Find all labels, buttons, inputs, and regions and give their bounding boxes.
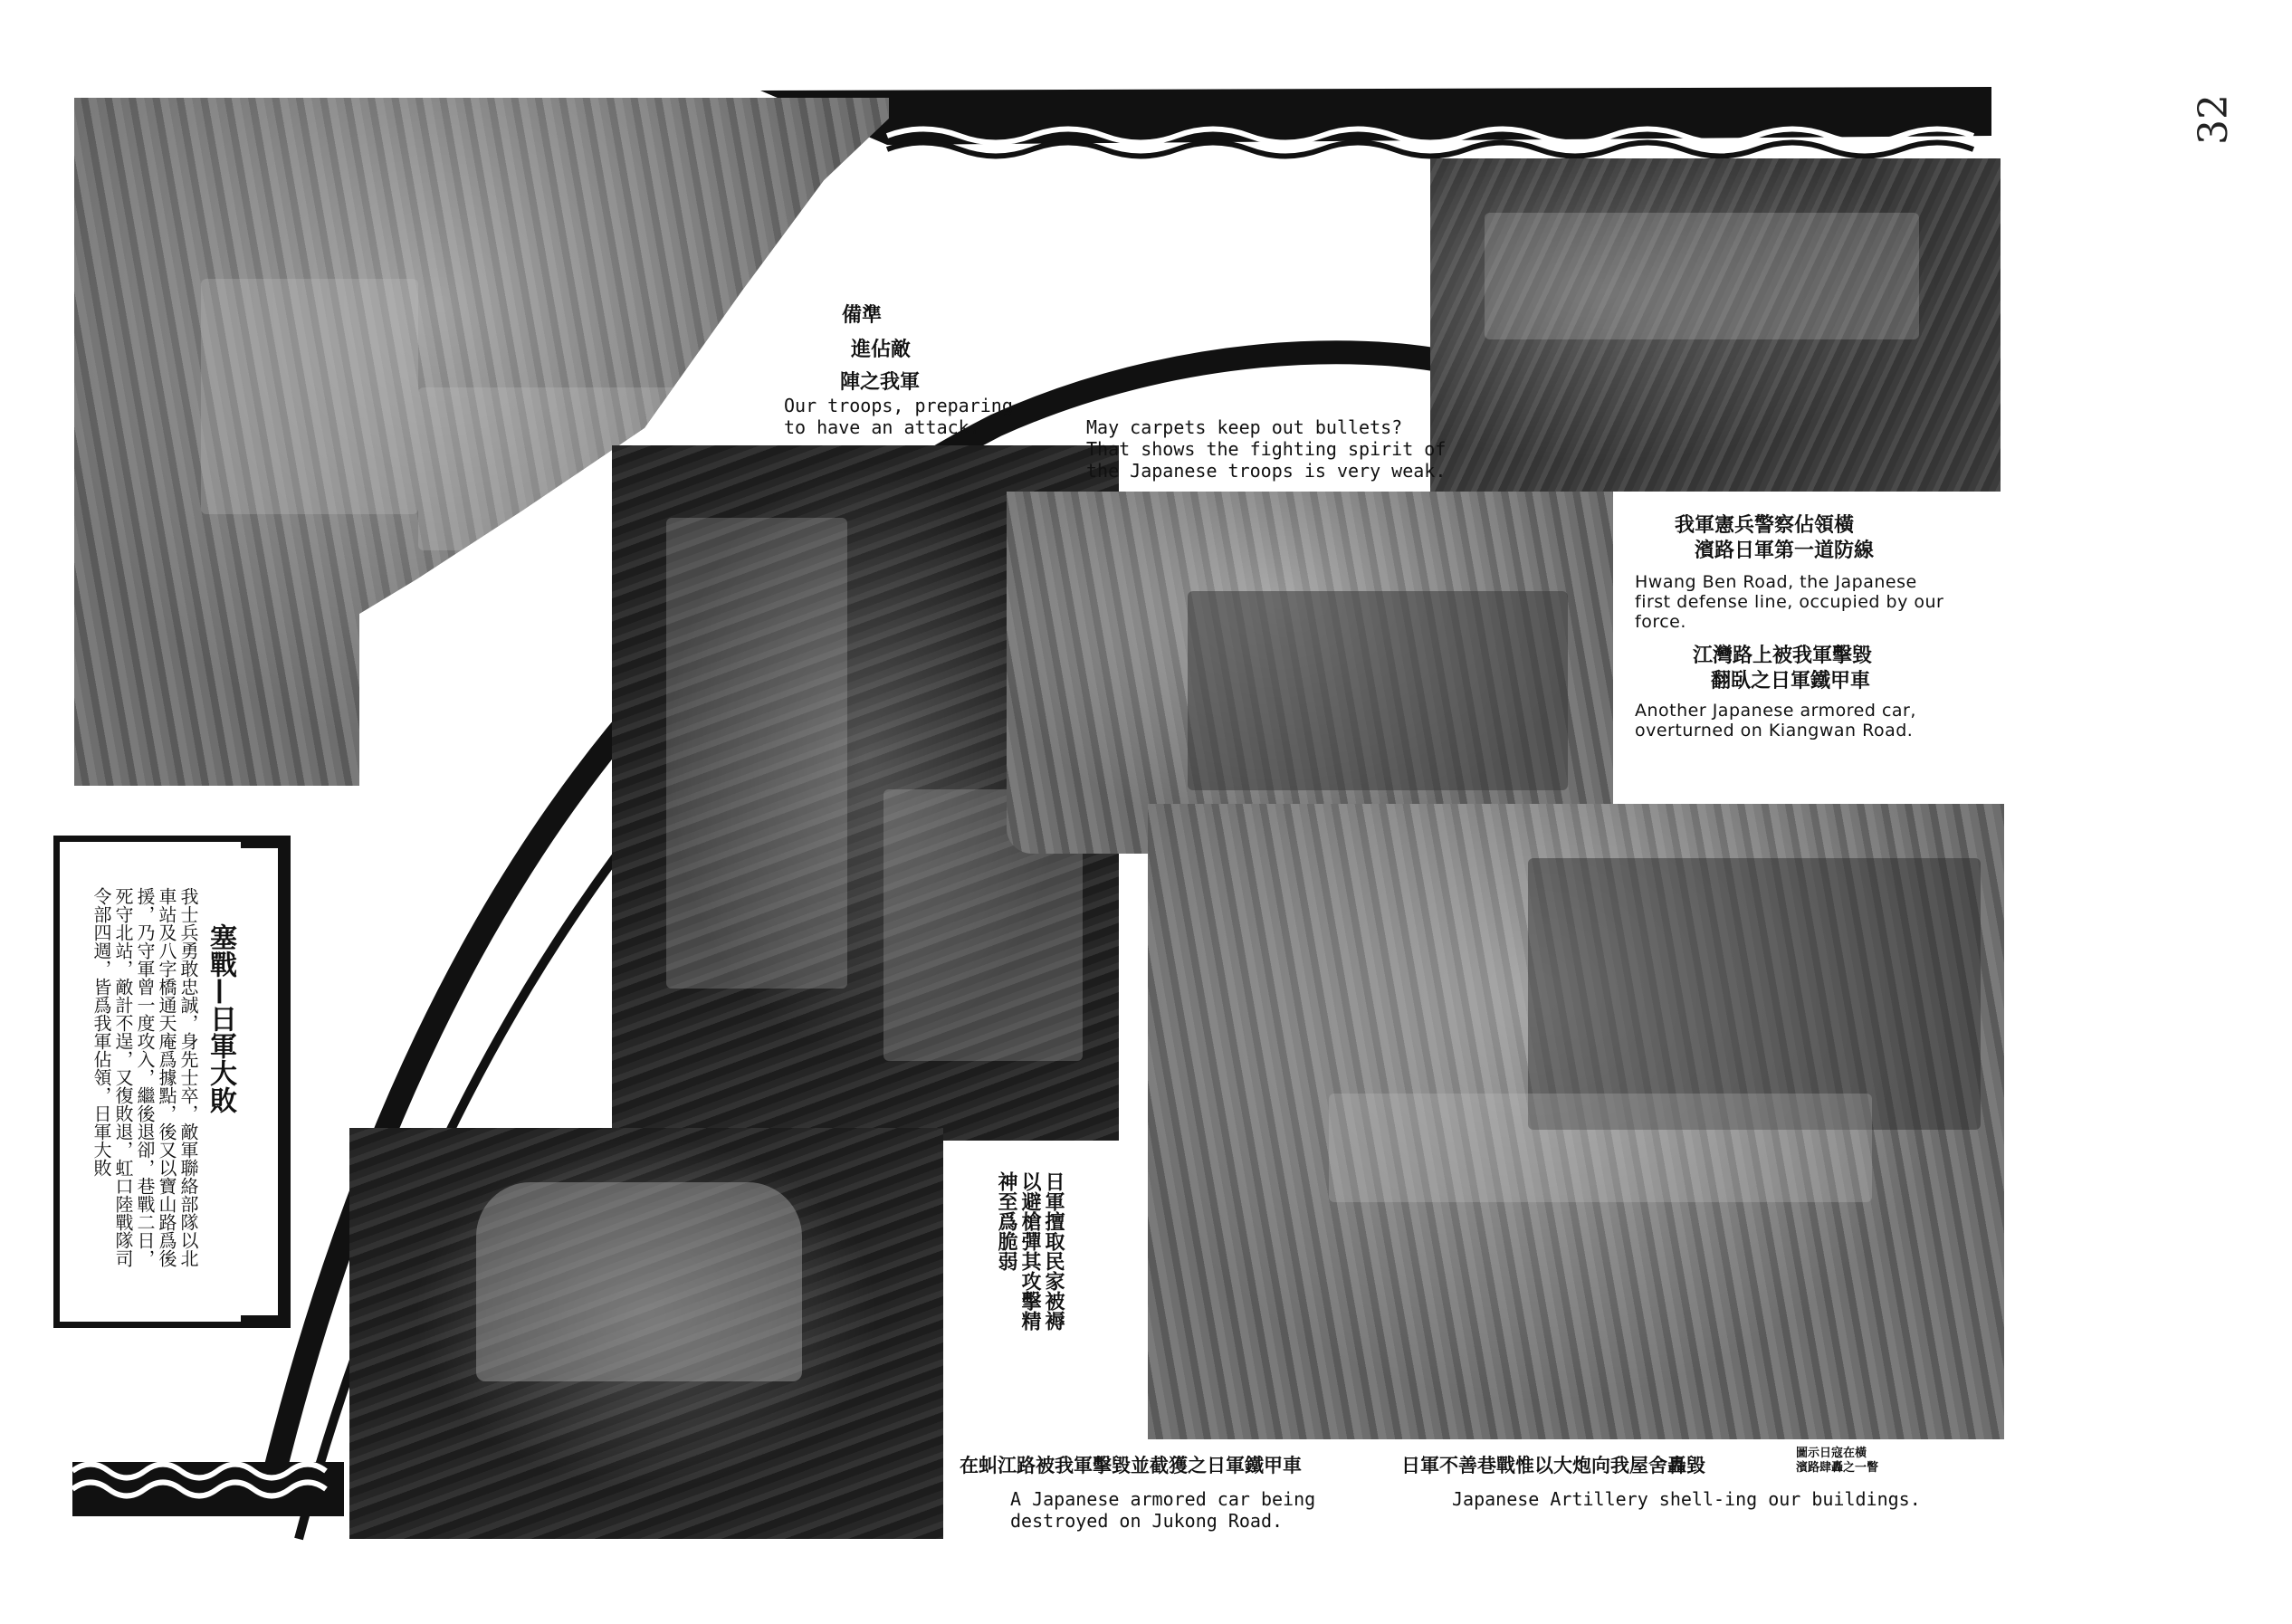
caption-hwang-en-2: first defense line, occupied by our [1635, 592, 1944, 612]
caption-armored-cn-1: 江灣路上被我軍擊毀 [1693, 645, 1873, 667]
caption-jukong-cn: 在虯江路被我軍擊毀並截獲之日軍鐵甲車 [960, 1455, 1302, 1476]
caption-armored-en-2: overturned on Kiangwan Road. [1635, 721, 1914, 740]
caption-artillery-cn-small-1: 圖示日寇在橫 [1796, 1447, 1867, 1460]
caption-hwang-en-3: force. [1635, 612, 1686, 632]
caption-carpets-en-3: the Japanese troops is very weak. [1086, 460, 1447, 482]
caption-hwang-cn-1: 我軍憲兵警察佔領橫 [1675, 514, 1855, 537]
caption-jukong-en-1: A Japanese armored car being [1010, 1488, 1316, 1510]
caption-preparing-cn-3: 陣之我軍 [840, 371, 921, 394]
page-number: 32 [2191, 94, 2237, 145]
caption-hwang-en-1: Hwang Ben Road, the Japanese [1635, 572, 1917, 592]
article-title: 塞戰—日軍大敗 [205, 923, 236, 1113]
caption-civilian-cn: 日軍擅取民家被褥以避槍彈其攻擊精神至爲脆弱 [995, 1171, 1065, 1331]
caption-armored-en-1: Another Japanese armored car, [1635, 701, 1916, 721]
photo-artillery-street [1148, 804, 2004, 1439]
caption-carpets-en-1: May carpets keep out bullets? [1086, 416, 1403, 438]
article-body: 我士兵勇敢忠誠，身先士卒，敵軍聯絡部隊以北車站及八字橋通天庵爲據點，後又以寶山路爲後援，乃守軍曾一度攻入，繼後退卻，巷戰二日，死守北站，敵計不逞，又復敗退，虹口陸戰隊司令部四週，皆爲我軍佔領，日軍大敗 [91, 887, 199, 1267]
caption-hwang-cn-2: 濱路日軍第一道防線 [1695, 540, 1875, 562]
caption-preparing-en-2: to have an attack. [784, 416, 980, 438]
photo-overturned-armored-car [1007, 492, 1613, 854]
caption-artillery-cn: 日軍不善巷戰惟以大炮向我屋舍轟毀 [1401, 1455, 1705, 1476]
photo-armored-car-front [349, 1128, 943, 1539]
caption-artillery-en: Japanese Artillery shell-ing our buildings. [1452, 1488, 1921, 1510]
caption-jukong-en-2: destroyed on Jukong Road. [1010, 1510, 1284, 1532]
caption-preparing-cn-1: 備準 [842, 304, 883, 327]
article-block [60, 842, 241, 1322]
caption-artillery-cn-small-2: 濱路肆轟之一瞥 [1796, 1461, 1879, 1475]
photo-carpets-troops [1430, 158, 2001, 492]
caption-preparing-cn-2: 進佔敵 [851, 339, 912, 361]
caption-armored-cn-2: 翻臥之日軍鐵甲車 [1711, 670, 1871, 693]
caption-preparing-en-1: Our troops, preparing [784, 395, 1013, 416]
caption-carpets-en-2: That shows the fighting spirit of [1086, 438, 1447, 460]
